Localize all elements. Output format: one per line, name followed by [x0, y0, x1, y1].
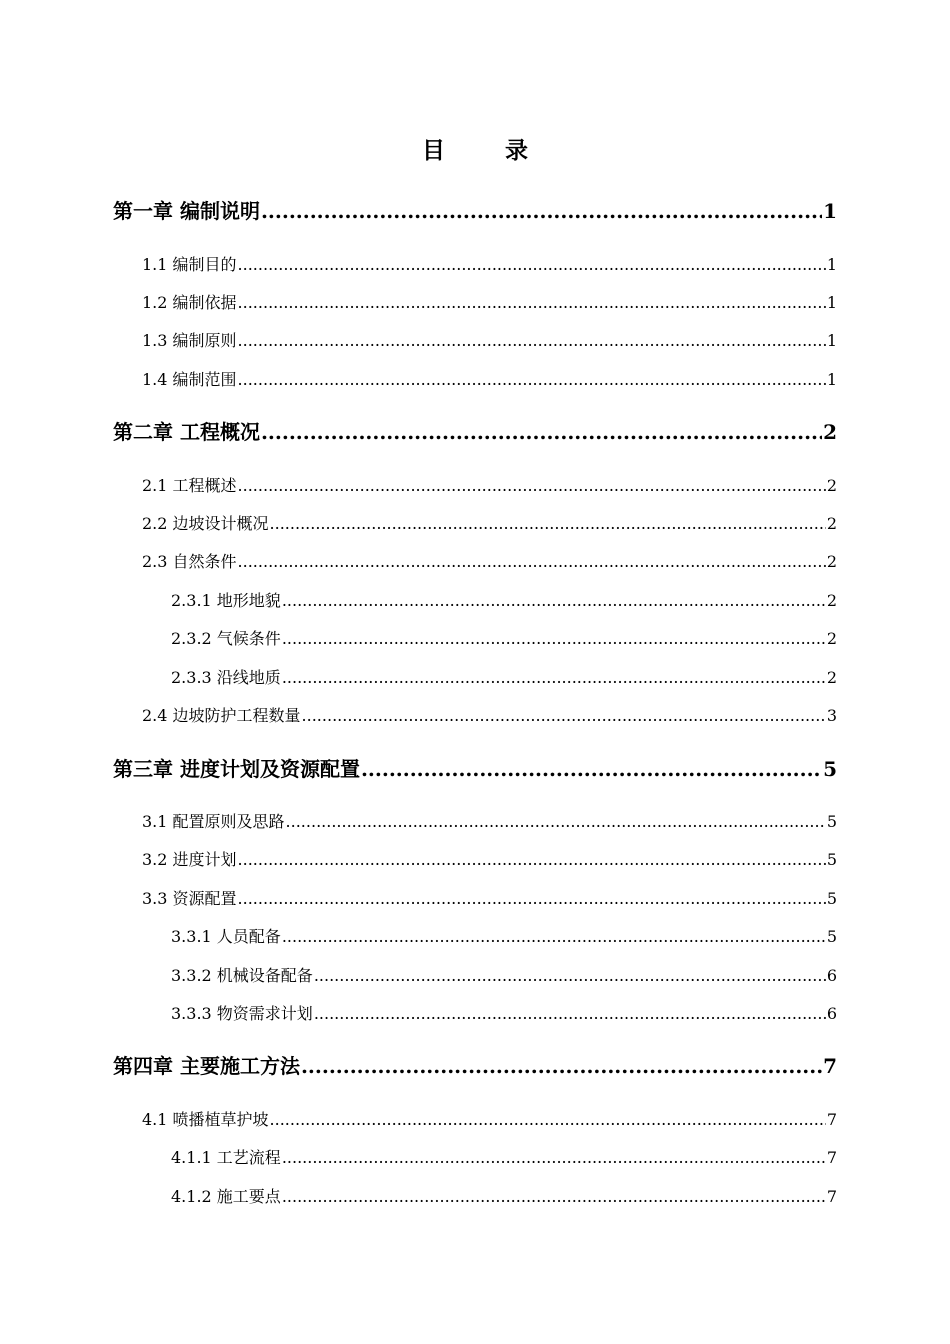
dot-leader [238, 288, 826, 318]
toc-subsection-3-3-3[interactable] [171, 999, 837, 1029]
toc-page-number: 1 [826, 331, 837, 350]
toc-entry-label: 第四章 主要施工方法 [113, 1054, 300, 1078]
toc-page-number: 2 [826, 668, 837, 687]
toc-section-3-1[interactable] [142, 807, 837, 837]
toc-page-number: 1 [826, 293, 837, 312]
toc-section-1-2[interactable] [142, 288, 837, 318]
dot-leader [282, 1143, 826, 1173]
dot-leader [282, 922, 826, 952]
toc-entry-label: 2.3.1 地形地貌 [171, 591, 281, 610]
toc-section-1-3[interactable] [142, 326, 837, 356]
dot-leader [282, 586, 826, 616]
toc-entry-label: 4.1.1 工艺流程 [171, 1148, 281, 1167]
toc-page-number: 1 [826, 370, 837, 389]
toc-section-1-1[interactable] [142, 250, 837, 280]
toc-page-number: 2 [826, 552, 837, 571]
toc-section-3-2[interactable] [142, 845, 837, 875]
toc-entry-label: 1.2 编制依据 [142, 293, 237, 312]
toc-entry-label: 1.1 编制目的 [142, 255, 237, 274]
dot-leader [238, 250, 826, 280]
toc-entry-label: 2.3.3 沿线地质 [171, 668, 281, 687]
toc-subsection-3-3-2[interactable] [171, 961, 837, 991]
toc-entry-label: 1.3 编制原则 [142, 331, 237, 350]
toc-page-number: 2 [826, 514, 837, 533]
dot-leader [282, 624, 826, 654]
toc-page-number: 2 [826, 591, 837, 610]
toc-entry-label: 第二章 工程概况 [113, 420, 260, 444]
toc-chapter-3[interactable] [113, 754, 837, 784]
dot-leader [238, 884, 826, 914]
toc-entry-label: 4.1 喷播植草护坡 [142, 1110, 269, 1129]
toc-entry-label: 1.4 编制范围 [142, 370, 237, 389]
toc-subsection-3-3-1[interactable] [171, 922, 837, 952]
toc-page-number: 5 [823, 757, 837, 781]
toc-chapter-2[interactable] [113, 417, 837, 447]
dot-leader [302, 701, 826, 731]
toc-section-2-3[interactable] [142, 547, 837, 577]
dot-leader [282, 663, 826, 693]
toc-entry-label: 4.1.2 施工要点 [171, 1187, 281, 1206]
toc-page-number: 1 [826, 255, 837, 274]
toc-page-number: 6 [826, 966, 837, 985]
toc-page-number: 2 [826, 629, 837, 648]
toc-page-number: 3 [826, 706, 837, 725]
toc-page-number: 7 [823, 1054, 837, 1078]
dot-leader [261, 417, 822, 447]
toc-subsection-2-3-1[interactable] [171, 586, 837, 616]
toc-page-number: 5 [826, 889, 837, 908]
toc-subsection-4-1-1[interactable] [171, 1143, 837, 1173]
toc-page-number: 2 [826, 476, 837, 495]
toc-section-3-3[interactable] [142, 884, 837, 914]
toc-section-2-4[interactable] [142, 701, 837, 731]
toc-section-4-1[interactable] [142, 1105, 837, 1135]
toc-subsection-4-1-2[interactable] [171, 1182, 837, 1212]
dot-leader [282, 1182, 826, 1212]
toc-entry-label: 3.3 资源配置 [142, 889, 237, 908]
dot-leader [238, 365, 826, 395]
dot-leader [314, 999, 826, 1029]
dot-leader [286, 807, 826, 837]
toc-entry-label: 3.2 进度计划 [142, 850, 237, 869]
toc-page-number: 1 [823, 199, 837, 223]
toc-page-number: 5 [826, 850, 837, 869]
dot-leader [238, 326, 826, 356]
toc-page-number: 7 [826, 1148, 837, 1167]
toc-subsection-2-3-3[interactable] [171, 663, 837, 693]
toc-subsection-2-3-2[interactable] [171, 624, 837, 654]
toc-entry-label: 3.3.2 机械设备配备 [171, 966, 313, 985]
toc-entry-label: 2.3.2 气候条件 [171, 629, 281, 648]
toc-entry-label: 2.1 工程概述 [142, 476, 237, 495]
toc-page-number: 7 [826, 1187, 837, 1206]
toc-entry-label: 2.3 自然条件 [142, 552, 237, 571]
toc-section-2-1[interactable] [142, 471, 837, 501]
toc-entry-label: 3.3.3 物资需求计划 [171, 1004, 313, 1023]
toc-page-number: 5 [826, 812, 837, 831]
toc-entry-label: 2.2 边坡设计概况 [142, 514, 269, 533]
toc-page-number: 7 [826, 1110, 837, 1129]
dot-leader [270, 1105, 826, 1135]
toc-section-1-4[interactable] [142, 365, 837, 395]
dot-leader [270, 509, 826, 539]
toc-entry-label: 第三章 进度计划及资源配置 [113, 757, 360, 781]
dot-leader [261, 196, 822, 226]
toc-chapter-1[interactable] [113, 196, 837, 226]
toc-entry-label: 2.4 边坡防护工程数量 [142, 706, 301, 725]
toc-entry-label: 3.3.1 人员配备 [171, 927, 281, 946]
toc-page-number: 5 [826, 927, 837, 946]
toc-page-number: 2 [823, 420, 837, 444]
toc-entry-label: 3.1 配置原则及思路 [142, 812, 285, 831]
dot-leader [238, 471, 826, 501]
dot-leader [238, 845, 826, 875]
toc-entry-label: 第一章 编制说明 [113, 199, 260, 223]
toc-section-2-2[interactable] [142, 509, 837, 539]
dot-leader [238, 547, 826, 577]
toc-chapter-4[interactable] [113, 1051, 837, 1081]
dot-leader [361, 754, 822, 784]
toc-page-number: 6 [826, 1004, 837, 1023]
dot-leader [301, 1051, 822, 1081]
toc-title: 目 录 [421, 137, 554, 164]
dot-leader [314, 961, 826, 991]
